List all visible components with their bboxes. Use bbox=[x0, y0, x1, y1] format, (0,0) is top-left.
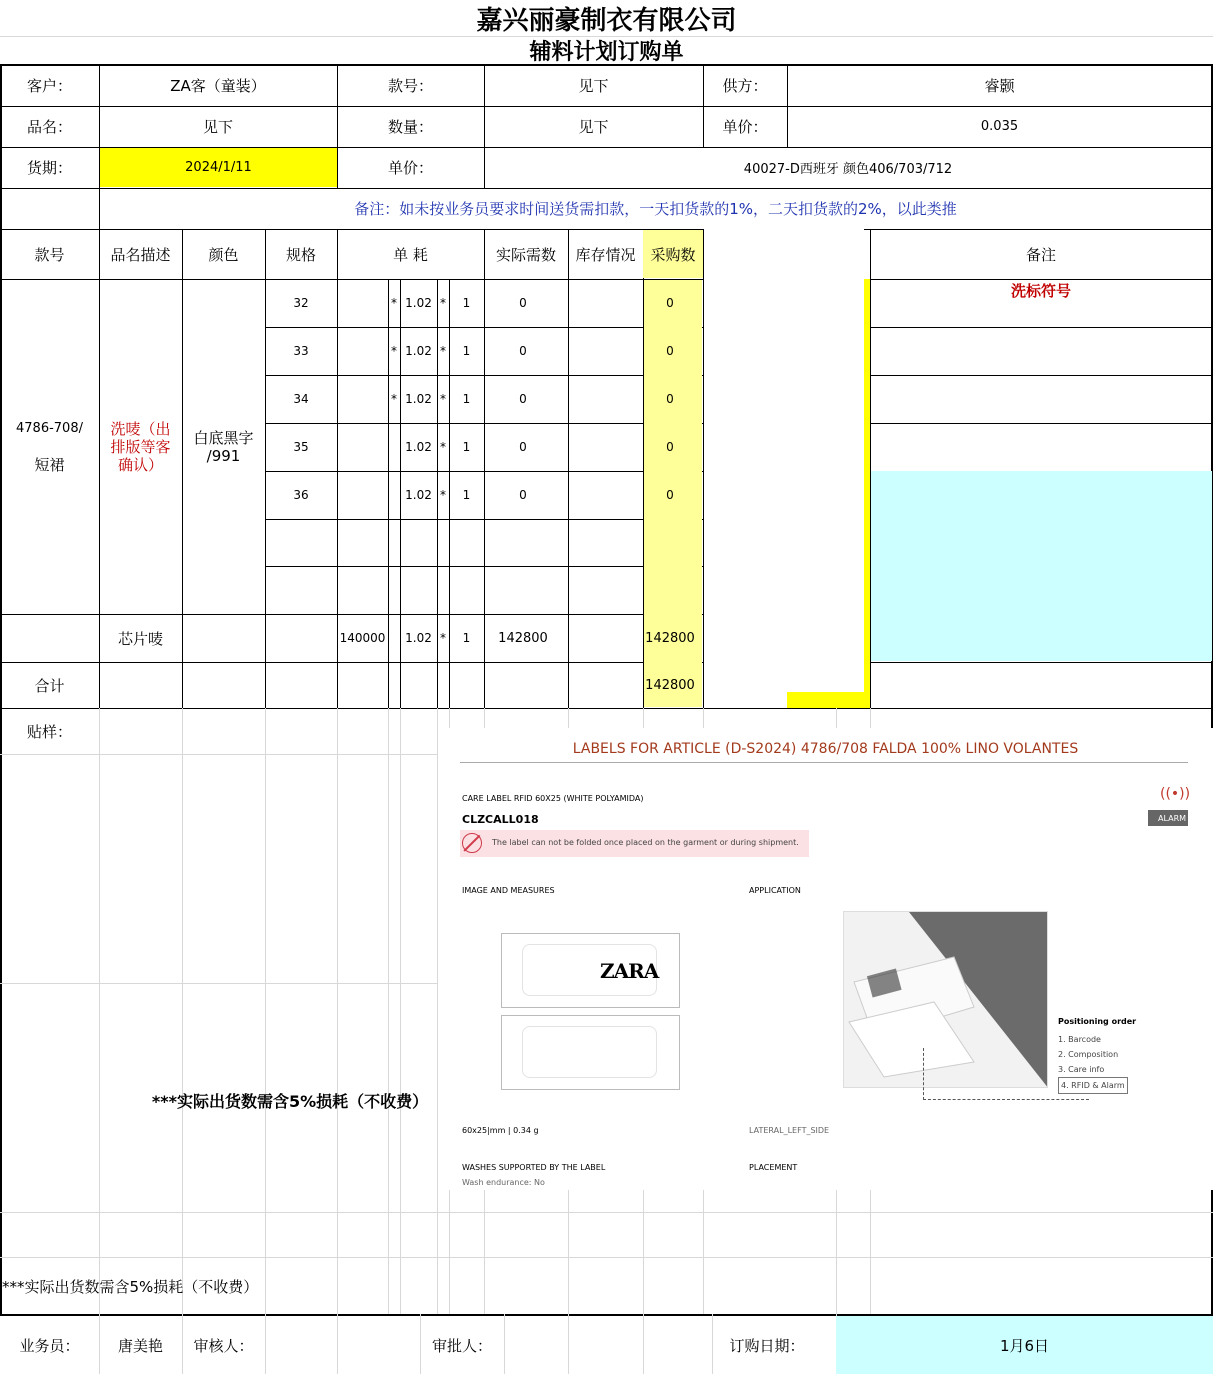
style-label: 款号： bbox=[387, 77, 433, 95]
qty-label: 数量： bbox=[387, 118, 433, 136]
customer-label: 客户： bbox=[26, 77, 72, 95]
order-date-label: 订购日期： bbox=[729, 1336, 805, 1355]
grid-line bbox=[388, 708, 389, 1314]
col-stock: 库存情况 bbox=[575, 245, 636, 264]
loss-note-bold: ***实际出货数需含5%损耗（不收费） bbox=[151, 1091, 429, 1111]
remark-wash-symbol: 洗标符号 bbox=[1010, 281, 1071, 300]
supplier-value[interactable]: 睿颢 bbox=[984, 77, 1015, 95]
image-measures-title: IMAGE AND MEASURES bbox=[462, 886, 555, 895]
chip-desc: 芯片唛 bbox=[117, 629, 163, 648]
grid-line bbox=[265, 1314, 266, 1374]
col-purchase: 采购数 bbox=[643, 230, 703, 278]
chip-factor[interactable]: 1.02 bbox=[405, 631, 432, 645]
warning-text: The label can not be folded once placed on the garment or during shipment. bbox=[492, 838, 799, 847]
row-factor[interactable]: 1.02 bbox=[405, 296, 432, 310]
sample-label: 贴样： bbox=[26, 722, 72, 741]
delivery-label: 货期： bbox=[26, 159, 72, 177]
grid-line bbox=[400, 708, 401, 1314]
row-actual[interactable]: 0 bbox=[519, 344, 527, 358]
grid-line bbox=[568, 1314, 569, 1374]
customer-value[interactable]: ZA客（童装） bbox=[170, 77, 266, 95]
hidden-column-tail bbox=[787, 690, 870, 708]
col-remark: 备注 bbox=[1025, 245, 1056, 264]
grid-line bbox=[568, 229, 569, 708]
approver-label: 审批人： bbox=[431, 1336, 492, 1355]
group-style-line1: 4786-708/ bbox=[16, 420, 83, 436]
overlay-strip-yellow bbox=[864, 279, 870, 690]
row-purchase[interactable]: 0 bbox=[666, 488, 674, 502]
chip-qty[interactable]: 140000 bbox=[339, 631, 386, 645]
row-size: 35 bbox=[293, 440, 309, 454]
positioning-item: 4. RFID & Alarm bbox=[1058, 1077, 1128, 1094]
group-style bbox=[0, 279, 99, 614]
row-star bbox=[388, 423, 400, 471]
row-star: * bbox=[440, 296, 446, 310]
grid-line bbox=[337, 708, 338, 1314]
row-actual[interactable]: 0 bbox=[519, 392, 527, 406]
zara-logo: ZARA bbox=[600, 959, 659, 983]
group-desc-line3: 确认） bbox=[117, 455, 163, 474]
row-mult[interactable]: 1 bbox=[462, 296, 471, 310]
grid-line bbox=[182, 708, 183, 1314]
grid-line bbox=[870, 375, 1213, 376]
row-star: * bbox=[440, 392, 446, 406]
loss-note: ***实际出货数需含5%损耗（不收费） bbox=[2, 1277, 259, 1296]
label-side: LATERAL_LEFT_SIDE bbox=[749, 1126, 830, 1135]
positioning-item: 3. Care info bbox=[1058, 1065, 1105, 1074]
delivery-value[interactable]: 2024/1/11 bbox=[100, 148, 337, 187]
chip-mult[interactable]: 1 bbox=[462, 631, 471, 645]
row-star: * bbox=[440, 440, 446, 454]
grid-line bbox=[504, 1314, 505, 1374]
no-fold-icon bbox=[462, 833, 482, 853]
row-factor[interactable]: 1.02 bbox=[405, 344, 432, 358]
row-factor[interactable]: 1.02 bbox=[405, 392, 432, 406]
label-heading: LABELS FOR ARTICLE (D-S2024) 4786/708 FALDA 100% LINO VOLANTES bbox=[572, 741, 1079, 757]
col-color: 颜色 bbox=[208, 245, 239, 264]
row-purchase[interactable]: 0 bbox=[666, 392, 674, 406]
row-purchase[interactable]: 0 bbox=[666, 344, 674, 358]
col-actual: 实际需数 bbox=[495, 245, 556, 264]
row-size: 36 bbox=[293, 488, 309, 502]
alarm-badge: ALARM bbox=[1148, 810, 1188, 826]
positioning-item: 2. Composition bbox=[1058, 1050, 1119, 1059]
row-purchase[interactable]: 0 bbox=[666, 296, 674, 310]
label-code: CLZCALL018 bbox=[462, 813, 539, 826]
row-mult[interactable]: 1 bbox=[462, 344, 471, 358]
grid-line bbox=[337, 1314, 338, 1374]
label-front-drawing bbox=[501, 933, 680, 1008]
grid-line bbox=[870, 327, 1213, 328]
warning-banner bbox=[460, 830, 809, 857]
col-consumption: 单 耗 bbox=[393, 245, 428, 264]
group-desc-line1: 洗唛（出 bbox=[110, 419, 171, 438]
grid-line bbox=[643, 1314, 644, 1374]
row-mult[interactable]: 1 bbox=[462, 392, 471, 406]
grid-line bbox=[870, 423, 1213, 424]
group-desc bbox=[99, 279, 182, 614]
row-star: * bbox=[440, 488, 446, 502]
row-star: * bbox=[440, 344, 446, 358]
group-color-line1: 白底黑字 bbox=[193, 428, 254, 447]
row-actual[interactable]: 0 bbox=[519, 440, 527, 454]
positioning-list bbox=[1058, 1032, 1128, 1094]
wash-endurance: Wash endurance: No bbox=[462, 1178, 545, 1187]
row-star: * bbox=[391, 296, 397, 310]
row-mult[interactable]: 1 bbox=[462, 440, 471, 454]
reviewer-label: 审核人： bbox=[193, 1336, 254, 1355]
overlay-edge bbox=[787, 690, 864, 692]
row-size: 34 bbox=[293, 392, 309, 406]
positioning-title: Positioning order bbox=[1058, 1017, 1137, 1026]
form-subtitle: 辅料计划订购单 bbox=[529, 38, 684, 65]
col-size: 规格 bbox=[285, 245, 316, 264]
grid-line bbox=[265, 566, 703, 567]
total-purchase[interactable]: 142800 bbox=[645, 677, 695, 693]
application-title: APPLICATION bbox=[749, 886, 801, 895]
grid-line bbox=[265, 519, 703, 520]
placement-title: PLACEMENT bbox=[749, 1163, 798, 1172]
no-fold-slash bbox=[463, 835, 480, 852]
unit-price-label: 单价： bbox=[722, 118, 768, 136]
label-back-drawing bbox=[501, 1015, 680, 1090]
rfid-signal-icon: ((•)) bbox=[1160, 786, 1191, 802]
positioning-item: 1. Barcode bbox=[1058, 1035, 1101, 1044]
row-purchase[interactable]: 0 bbox=[666, 440, 674, 454]
row-actual[interactable]: 0 bbox=[519, 488, 527, 502]
chip-star: * bbox=[440, 631, 446, 645]
col-style: 款号 bbox=[34, 245, 65, 264]
hidden-columns-overlay bbox=[704, 229, 864, 708]
antenna-outline-back bbox=[522, 1026, 657, 1078]
payment-note: 备注：如未按业务员要求时间送货需扣款，一天扣货款的1%，二天扣货款的2%，以此类推 bbox=[354, 200, 957, 218]
style-value[interactable]: 见下 bbox=[578, 77, 609, 95]
washes-title: WASHES SUPPORTED BY THE LABEL bbox=[462, 1163, 606, 1172]
unit-price2-label: 单价： bbox=[387, 159, 433, 177]
unit-price-value[interactable]: 0.035 bbox=[980, 119, 1019, 134]
salesman-label: 业务员： bbox=[19, 1336, 80, 1355]
care-label-title: CARE LABEL RFID 60X25 (WHITE POLYAMIDA) bbox=[462, 794, 644, 803]
company-title: 嘉兴丽豪制衣有限公司 bbox=[476, 5, 737, 36]
chip-purchase[interactable]: 142800 bbox=[645, 630, 695, 646]
row-size: 32 bbox=[293, 296, 309, 310]
supplier-label: 供方： bbox=[722, 77, 768, 95]
total-label: 合计 bbox=[34, 676, 65, 695]
grid-line bbox=[265, 708, 266, 1314]
row-star: * bbox=[391, 344, 397, 358]
row-star: * bbox=[391, 392, 397, 406]
row-mult[interactable]: 1 bbox=[462, 488, 471, 502]
unit-price2-value[interactable]: 40027-D西班牙 颜色406/703/712 bbox=[743, 162, 953, 177]
row-star bbox=[388, 471, 400, 519]
qty-value[interactable]: 见下 bbox=[578, 118, 609, 136]
col-desc: 品名描述 bbox=[110, 245, 171, 264]
order-date-value[interactable]: 1月6日 bbox=[999, 1336, 1050, 1355]
heading-divider bbox=[460, 762, 1188, 763]
row-actual[interactable]: 0 bbox=[519, 296, 527, 310]
group-color bbox=[182, 279, 265, 614]
product-value[interactable]: 见下 bbox=[202, 118, 233, 136]
chip-actual[interactable]: 142800 bbox=[498, 630, 548, 646]
row-factor[interactable]: 1.02 bbox=[405, 440, 432, 454]
row-size: 33 bbox=[293, 344, 309, 358]
row-factor[interactable]: 1.02 bbox=[405, 488, 432, 502]
group-desc-line2: 排版等客 bbox=[110, 437, 171, 456]
salesman-value[interactable]: 唐美艳 bbox=[117, 1336, 163, 1355]
grid-line bbox=[99, 708, 100, 1314]
label-spec-image bbox=[438, 728, 1213, 1190]
group-color-line2: /991 bbox=[206, 446, 241, 465]
remark-fill bbox=[871, 471, 1212, 661]
group-style-line2: 短裙 bbox=[34, 455, 65, 474]
product-label: 品名： bbox=[26, 118, 72, 136]
label-size: 60x25|mm | 0.34 g bbox=[462, 1126, 539, 1135]
